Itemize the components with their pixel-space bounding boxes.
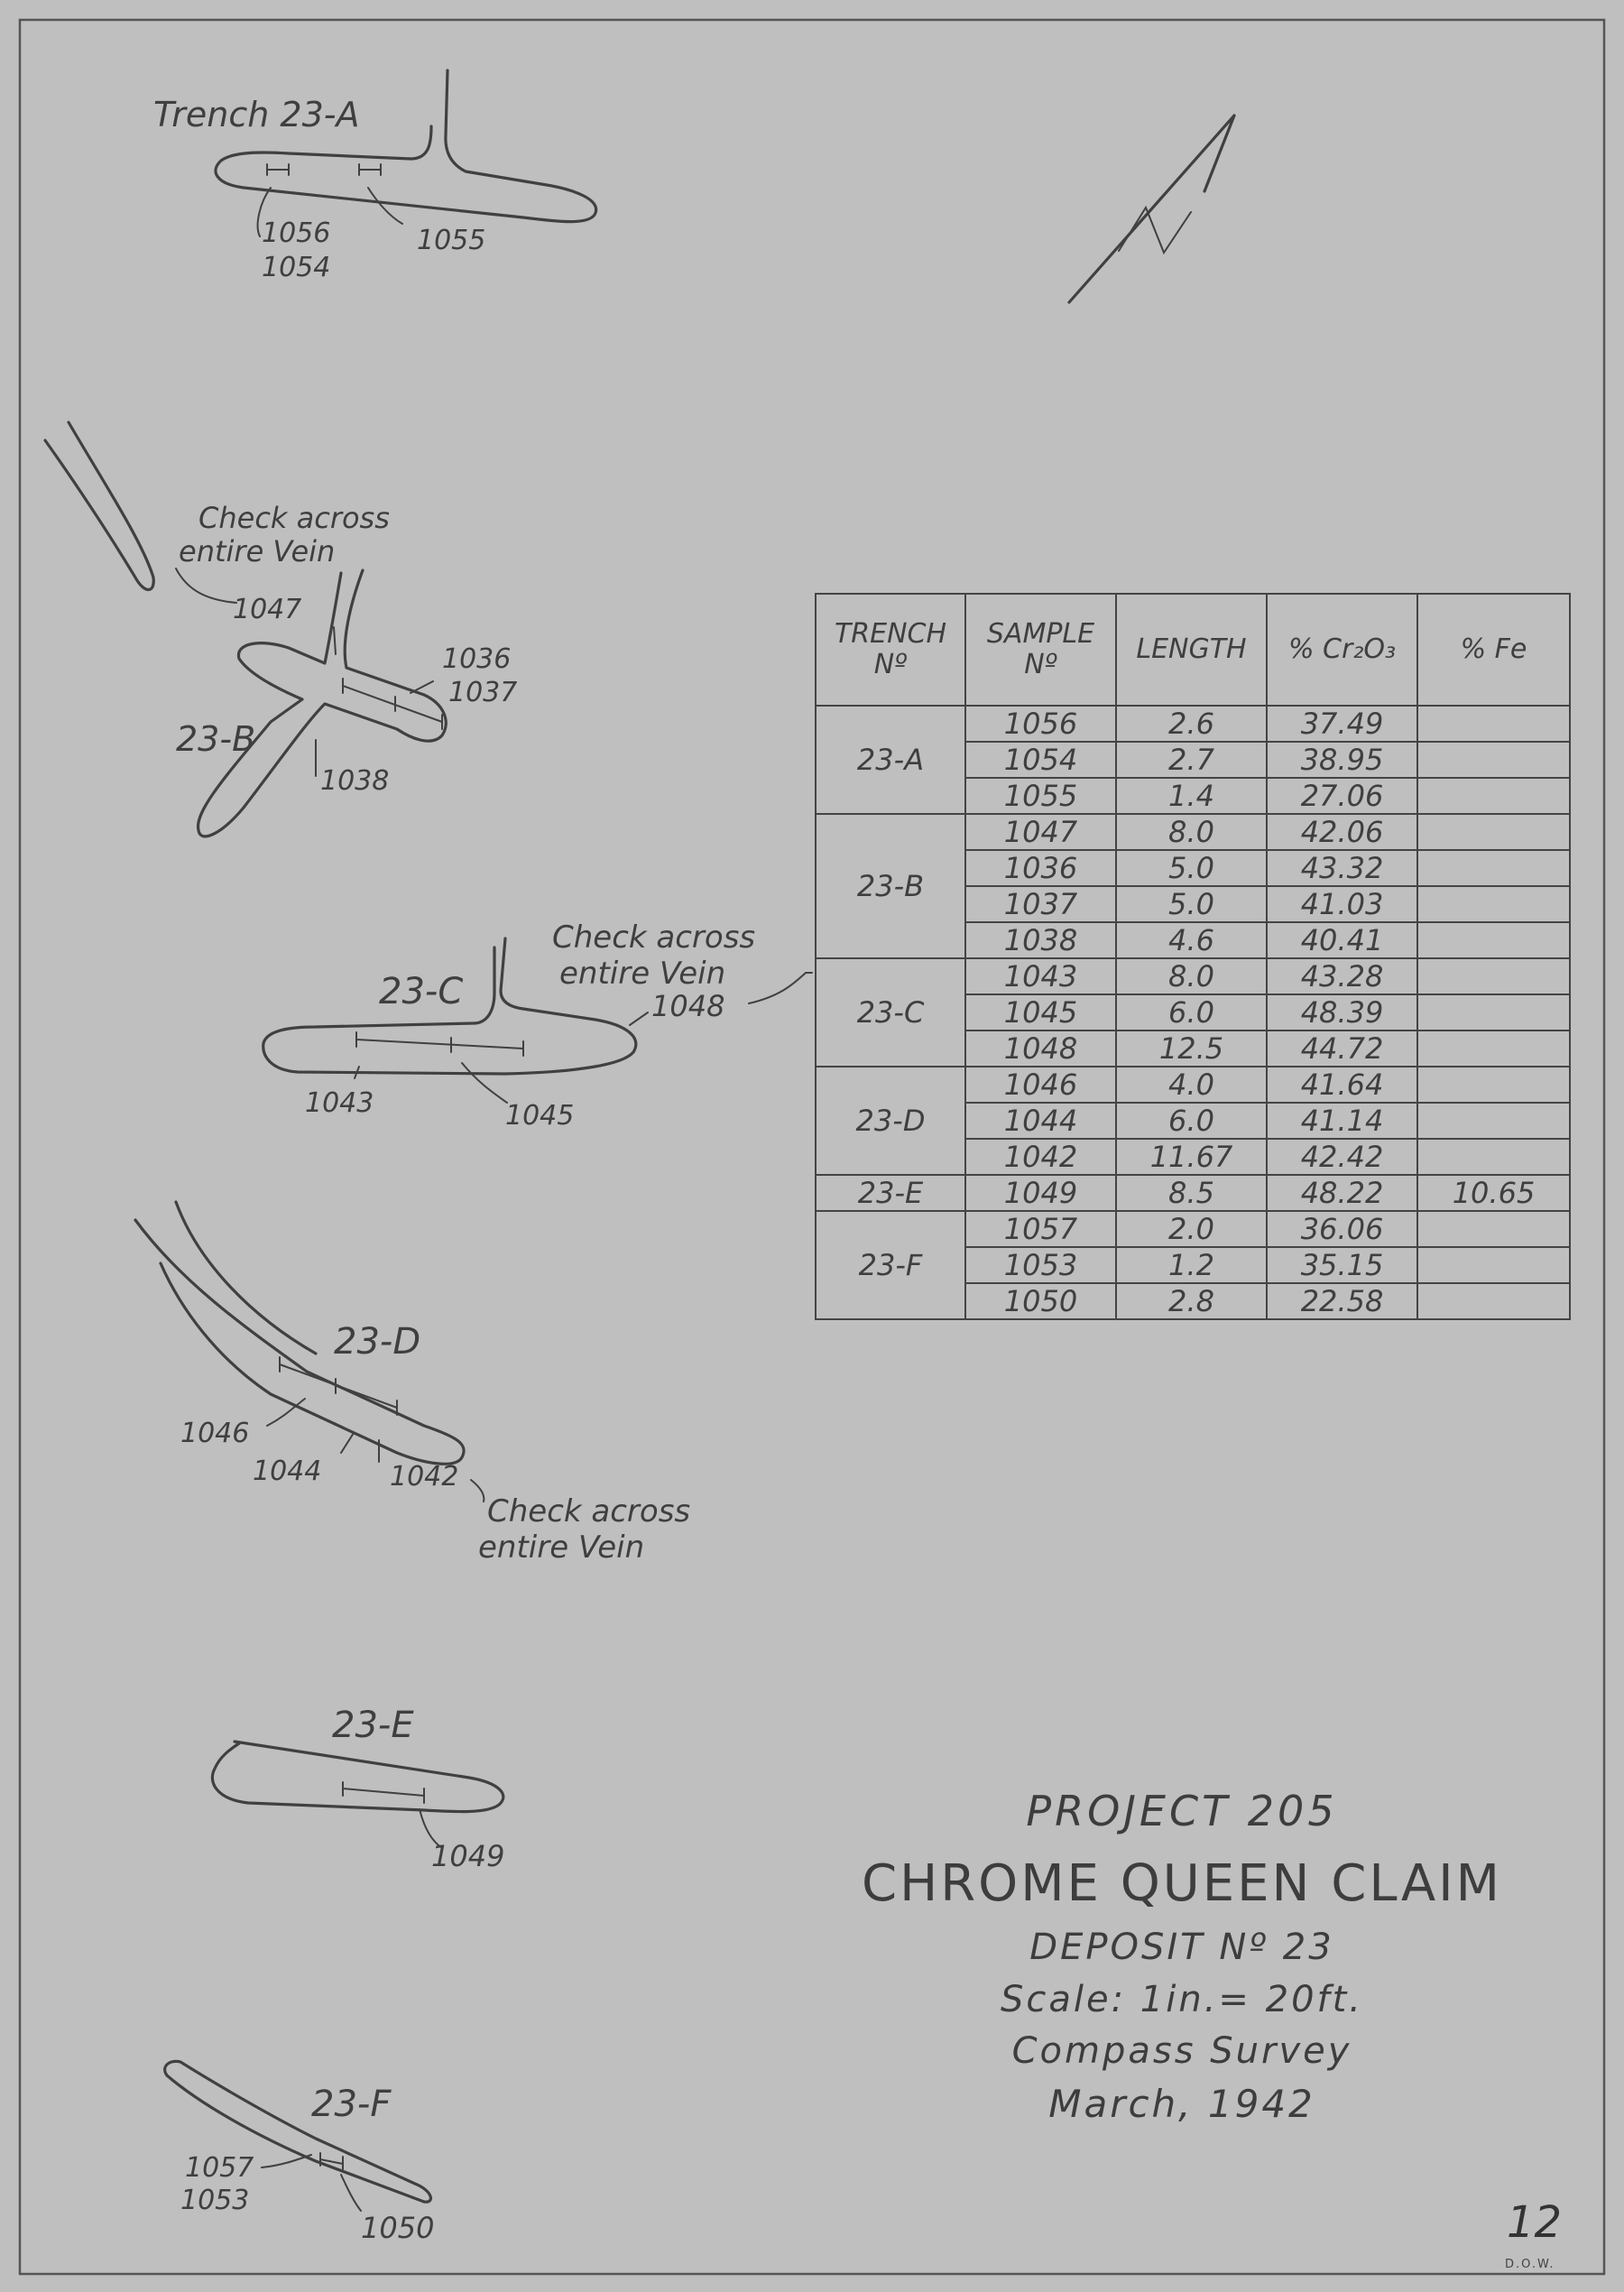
sample-cell: 1049 xyxy=(965,1175,1116,1211)
fe-cell xyxy=(1417,1030,1570,1067)
assay-row xyxy=(816,706,1570,742)
sample-label: 1036 xyxy=(442,643,512,675)
cr2o3-cell: 48.39 xyxy=(1267,994,1417,1030)
trench-23e-label: 23-E xyxy=(332,1705,414,1746)
cr2o3-cell: 37.49 xyxy=(1267,706,1417,742)
date-label: March, 1942 xyxy=(1048,2082,1315,2126)
fe-cell xyxy=(1417,814,1570,850)
note-line-2: entire Vein xyxy=(179,534,336,568)
length-cell: 4.0 xyxy=(1116,1067,1267,1103)
project-label: PROJECT 205 xyxy=(1026,1787,1338,1835)
sample-cell: 1037 xyxy=(965,886,1116,922)
sample-cell: 1054 xyxy=(965,742,1116,778)
cr2o3-cell: 41.03 xyxy=(1267,886,1417,922)
header-cr2o3 xyxy=(1267,594,1417,706)
sample-label: 1054 xyxy=(262,252,331,283)
assay-row xyxy=(816,958,1570,994)
header-length xyxy=(1116,594,1267,706)
trench-23a-label: Trench 23-A xyxy=(153,95,360,134)
header-label: LENGTH xyxy=(1136,633,1247,665)
fe-cell xyxy=(1417,1247,1570,1283)
fe-cell xyxy=(1417,994,1570,1030)
sample-label: 1044 xyxy=(253,1456,322,1487)
sample-label: 1049 xyxy=(431,1839,505,1873)
fe-cell xyxy=(1417,706,1570,742)
sample-cell: 1047 xyxy=(965,814,1116,850)
north-arrow xyxy=(1069,116,1234,302)
claim-title: CHROME QUEEN CLAIM xyxy=(862,1854,1502,1913)
sample-label: 1056 xyxy=(262,217,331,249)
length-cell: 4.6 xyxy=(1116,922,1267,958)
sample-cell: 1042 xyxy=(965,1139,1116,1175)
fe-cell xyxy=(1417,886,1570,922)
length-cell: 8.0 xyxy=(1116,814,1267,850)
trench-23c xyxy=(263,920,812,1132)
sample-cell: 1057 xyxy=(965,1211,1116,1247)
sample-label: 1045 xyxy=(505,1100,575,1132)
cr2o3-cell: 35.15 xyxy=(1267,1247,1417,1283)
trench-cell: 23-B xyxy=(816,814,965,958)
cr2o3-cell: 42.06 xyxy=(1267,814,1417,850)
fe-cell xyxy=(1417,1211,1570,1247)
sample-label: 1055 xyxy=(417,225,486,256)
assay-row xyxy=(816,1067,1570,1103)
note-line-2: entire Vein xyxy=(478,1530,645,1566)
assay-header-row xyxy=(816,594,1570,706)
header-sample xyxy=(965,594,1116,706)
fe-cell xyxy=(1417,742,1570,778)
assay-row xyxy=(816,814,1570,850)
cr2o3-cell: 41.64 xyxy=(1267,1067,1417,1103)
sample-label: 1043 xyxy=(305,1087,374,1119)
trench-cell: 23-C xyxy=(816,958,965,1067)
draftsman-initials: D.O.W. xyxy=(1505,2258,1555,2271)
cr2o3-cell: 41.14 xyxy=(1267,1103,1417,1139)
sample-label: 1057 xyxy=(185,2152,254,2184)
length-cell: 2.6 xyxy=(1116,706,1267,742)
length-cell: 2.7 xyxy=(1116,742,1267,778)
trench-23b xyxy=(176,501,517,836)
trench-23a xyxy=(153,70,596,283)
page-number: 12 xyxy=(1507,2197,1563,2248)
sample-label: 1037 xyxy=(448,677,518,708)
trench-cell: 23-E xyxy=(816,1175,965,1211)
length-cell: 1.2 xyxy=(1116,1247,1267,1283)
sample-label: 1038 xyxy=(320,765,390,797)
length-cell: 2.0 xyxy=(1116,1211,1267,1247)
cr2o3-cell: 38.95 xyxy=(1267,742,1417,778)
sample-cell: 1048 xyxy=(965,1030,1116,1067)
cr2o3-cell: 43.28 xyxy=(1267,958,1417,994)
header-label: % Cr₂O₃ xyxy=(1288,633,1396,665)
fe-cell xyxy=(1417,922,1570,958)
sample-cell: 1044 xyxy=(965,1103,1116,1139)
fe-cell xyxy=(1417,1103,1570,1139)
sample-cell: 1050 xyxy=(965,1283,1116,1319)
length-cell: 8.5 xyxy=(1116,1175,1267,1211)
sample-cell: 1053 xyxy=(965,1247,1116,1283)
trench-23f-label: 23-F xyxy=(311,2084,392,2125)
length-cell: 11.67 xyxy=(1116,1139,1267,1175)
assay-body xyxy=(816,706,1570,1319)
length-cell: 6.0 xyxy=(1116,1103,1267,1139)
length-cell: 5.0 xyxy=(1116,850,1267,886)
cr2o3-cell: 22.58 xyxy=(1267,1283,1417,1319)
trench-23d-label: 23-D xyxy=(334,1321,421,1363)
header-label: % Fe xyxy=(1460,633,1527,665)
length-cell: 5.0 xyxy=(1116,886,1267,922)
cr2o3-cell: 36.06 xyxy=(1267,1211,1417,1247)
sample-cell: 1036 xyxy=(965,850,1116,886)
sample-cell: 1045 xyxy=(965,994,1116,1030)
sample-cell: 1056 xyxy=(965,706,1116,742)
fe-cell xyxy=(1417,958,1570,994)
sample-label: 1042 xyxy=(390,1461,459,1493)
fe-cell xyxy=(1417,850,1570,886)
survey-label: Compass Survey xyxy=(1011,2030,1352,2072)
scale-label: Scale: 1in.= 20ft. xyxy=(1000,1979,1364,2020)
length-cell: 6.0 xyxy=(1116,994,1267,1030)
trench-23d xyxy=(135,1202,690,1566)
sample-label: 1047 xyxy=(233,594,302,625)
cr2o3-cell: 42.42 xyxy=(1267,1139,1417,1175)
assay-row xyxy=(816,1175,1570,1211)
sample-label: 1048 xyxy=(651,989,725,1023)
vein-outline xyxy=(45,422,153,590)
length-cell: 1.4 xyxy=(1116,778,1267,814)
header-label: TRENCH Nº xyxy=(834,618,947,680)
sample-label: 1046 xyxy=(180,1418,250,1449)
length-cell: 2.8 xyxy=(1116,1283,1267,1319)
header-trench xyxy=(816,594,965,706)
sample-cell: 1046 xyxy=(965,1067,1116,1103)
sample-label: 1053 xyxy=(180,2185,250,2216)
sample-label: 1050 xyxy=(361,2211,435,2245)
header-fe xyxy=(1417,594,1570,706)
trench-23c-label: 23-C xyxy=(379,971,464,1012)
cr2o3-cell: 48.22 xyxy=(1267,1175,1417,1211)
deposit-label: DEPOSIT Nº 23 xyxy=(1029,1927,1334,1968)
length-cell: 8.0 xyxy=(1116,958,1267,994)
trench-23b-label: 23-B xyxy=(176,719,256,759)
sample-cell: 1043 xyxy=(965,958,1116,994)
fe-cell: 10.65 xyxy=(1417,1175,1570,1211)
assay-row xyxy=(816,1211,1570,1247)
length-cell: 12.5 xyxy=(1116,1030,1267,1067)
trench-cell: 23-A xyxy=(816,706,965,814)
header-label: SAMPLE Nº xyxy=(986,618,1095,680)
note-line-1: Check across xyxy=(552,920,756,956)
sample-cell: 1055 xyxy=(965,778,1116,814)
trench-23e xyxy=(212,1705,504,1873)
note-line-1: Check across xyxy=(487,1493,691,1530)
cr2o3-cell: 43.32 xyxy=(1267,850,1417,886)
sample-cell: 1038 xyxy=(965,922,1116,958)
fe-cell xyxy=(1417,1139,1570,1175)
trench-cell: 23-F xyxy=(816,1211,965,1319)
cr2o3-cell: 44.72 xyxy=(1267,1030,1417,1067)
cr2o3-cell: 40.41 xyxy=(1267,922,1417,958)
fe-cell xyxy=(1417,1067,1570,1103)
cr2o3-cell: 27.06 xyxy=(1267,778,1417,814)
fe-cell xyxy=(1417,778,1570,814)
trench-23f xyxy=(165,2061,435,2245)
assay-table xyxy=(815,593,1571,1320)
trench-cell: 23-D xyxy=(816,1067,965,1175)
note-line-2: entire Vein xyxy=(559,956,726,992)
fe-cell xyxy=(1417,1283,1570,1319)
note-line-1: Check across xyxy=(198,501,390,535)
